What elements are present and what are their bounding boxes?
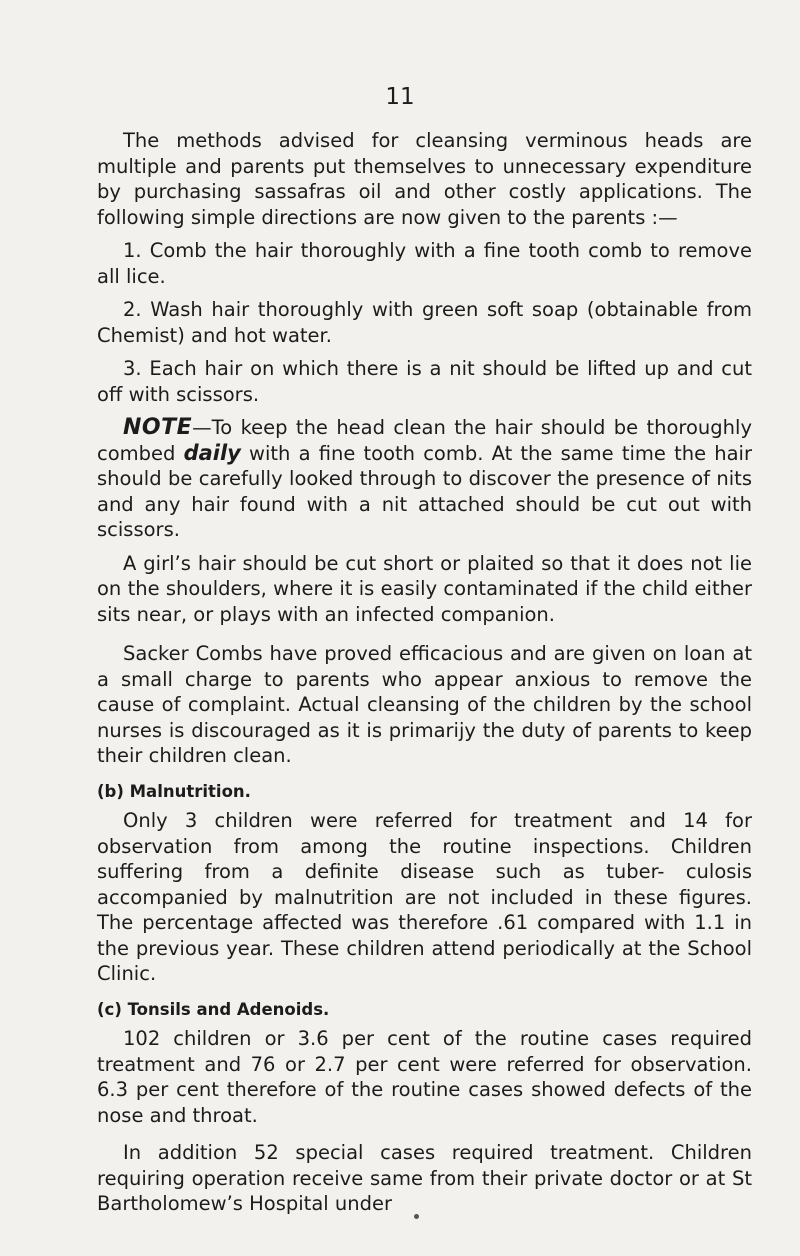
addition-paragraph: In addition 52 special cases required treatment. Children requiring operation receive same from their private doctor or at St Bartholomew’s Hospital under — [97, 1141, 752, 1215]
step-3-paragraph: 3. Each hair on which there is a nit should be lifted up and cut off with scissors. — [97, 357, 752, 406]
page-number: 11 — [385, 84, 415, 110]
tonsils-paragraph: 102 children or 3.6 per cent of the routine cases required treatment and 76 or 2.7 per cent were referred for observation. 6.3 per cent therefore of the routine cases showed defects of the nose and throat. — [97, 1027, 752, 1127]
malnutrition-heading: (b) Malnutrition. — [97, 781, 251, 801]
note-text-b: with a fine tooth comb. At the same time the hair should be carefully looked through to discover the presence of nits and any hair found with a nit attached should be cut out with scissors. — [97, 441, 752, 541]
page-dot-mark — [414, 1214, 419, 1219]
malnutrition-paragraph: Only 3 children were referred for treatment and 14 for observation from among the routine inspections. Children suffering from a definite disease such as tuber- culosis accompanied by malnutrition are not included in these figures. The percentage affected was therefore .61 compared with 1.1 in the previous year. These children attend periodically at the School Clinic. — [97, 809, 752, 985]
note-paragraph — [97, 415, 752, 543]
step-1-paragraph: 1. Comb the hair thoroughly with a fine tooth comb to remove all lice. — [97, 239, 752, 288]
tonsils-heading: (c) Tonsils and Adenoids. — [97, 999, 330, 1019]
girls-hair-paragraph: A girl’s hair should be cut short or plaited so that it does not lie on the shoulders, where it is easily contaminated if the child either sits near, or plays with an infected companion. — [97, 551, 752, 626]
intro-paragraph: The methods advised for cleansing verminous heads are multiple and parents put themselves to unnecessary expenditure by purchasing sassafras oil and other costly applications. The following simple directions are now given to the parents :— — [97, 129, 752, 229]
note-daily-emphasis: daily — [183, 440, 241, 465]
note-text-a: —To keep the head clean the hair should be thoroughly combed — [97, 416, 752, 465]
sacker-combs-paragraph: Sacker Combs have proved efficacious and are given on loan at a small charge to parents who appear anxious to remove the cause of complaint. Actual cleansing of the children by the school nurses is discouraged as it is primarijy the duty of parents to keep their children clean. — [97, 642, 752, 767]
note-label: NOTE — [123, 415, 193, 440]
step-2-paragraph: 2. Wash hair thoroughly with green soft soap (obtainable from Chemist) and hot water. — [97, 298, 752, 347]
body-text — [97, 128, 752, 1225]
